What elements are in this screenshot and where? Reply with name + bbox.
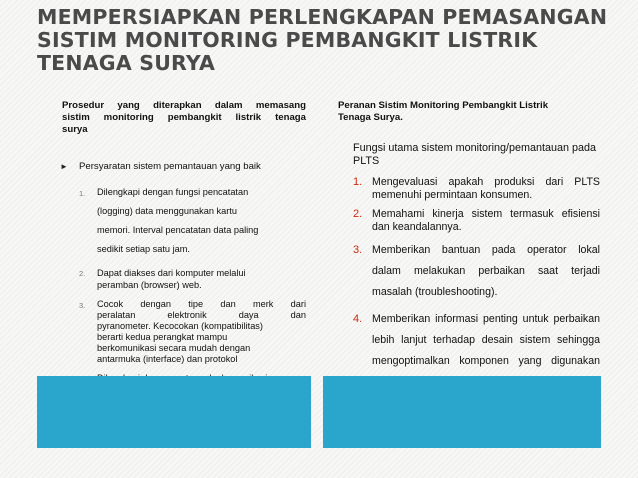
list-item-number: 4. bbox=[353, 313, 363, 325]
list-item-line: berarti kedua perangkat mampu bbox=[97, 332, 228, 342]
bullet-arrow-icon: ► bbox=[60, 162, 68, 171]
slide-title-line-1: MEMPERSIAPKAN PERLENGKAPAN PEMASANGAN bbox=[37, 5, 608, 29]
left-heading bbox=[62, 100, 306, 136]
requirements-list bbox=[62, 183, 306, 395]
left-heading-line-3: surya bbox=[62, 124, 88, 135]
list-item-line: Mengevaluasi apakah produksi dari PLTS bbox=[372, 176, 600, 188]
right-heading-line-1: Peranan Sistim Monitoring Pembangkit Listrik bbox=[338, 100, 549, 111]
list-item-line: (logging) data menggunakan kartu bbox=[97, 206, 237, 216]
list-item bbox=[353, 240, 600, 303]
left-heading-line-1: Prosedur yang diterapkan dalam memasang bbox=[62, 100, 306, 111]
list-item bbox=[79, 267, 306, 291]
list-item-number: 1. bbox=[79, 189, 86, 198]
list-item-line: dalam melakukan perbaikan saat terjadi bbox=[372, 265, 600, 277]
list-item-line: dan keandalannya. bbox=[372, 221, 462, 233]
left-color-panel bbox=[37, 376, 311, 448]
requirements-bullet bbox=[62, 161, 306, 173]
list-item-line: Memahami kinerja sistem termasuk efisiensi bbox=[372, 208, 600, 220]
requirements-bullet-text: Persyaratan sistem pemantauan yang baik bbox=[79, 161, 261, 172]
list-item-number: 2. bbox=[353, 208, 363, 220]
list-item-line: memori. Interval pencatatan data paling bbox=[97, 225, 259, 235]
list-item-number: 1. bbox=[353, 176, 363, 188]
list-item-line: sedikit setiap satu jam. bbox=[97, 244, 190, 254]
list-item-line: memenuhi permintaan konsumen. bbox=[372, 189, 533, 201]
list-item-number: 3. bbox=[353, 244, 363, 256]
list-item bbox=[79, 299, 306, 365]
slide-title bbox=[37, 6, 627, 75]
list-item-line: mengoptimalkan komponen yang digunakan bbox=[372, 355, 600, 367]
right-color-panel bbox=[323, 376, 601, 448]
right-column bbox=[338, 100, 600, 399]
left-column bbox=[62, 100, 306, 403]
list-item-line: peramban (browser) web. bbox=[97, 280, 202, 290]
list-item-line: Memberikan informasi penting untuk perbaikan bbox=[372, 313, 600, 325]
right-intro-line-1: Fungsi utama sistem monitoring/pemantauan pada bbox=[353, 142, 597, 154]
slide-title-line-2: SISTIM MONITORING PEMBANGKIT LISTRIK bbox=[37, 28, 538, 52]
list-item-line: Cocok dengan tipe dan merk dari bbox=[97, 299, 306, 309]
slide-title-line-3: TENAGA SURYA bbox=[37, 51, 216, 75]
list-item-line: masalah (troubleshooting). bbox=[372, 286, 498, 298]
list-item bbox=[353, 208, 600, 234]
list-item-line: lebih lanjut terhadap desain sistem sehingga bbox=[372, 334, 600, 346]
list-item-line: Memberikan bantuan pada operator lokal bbox=[372, 244, 600, 256]
list-item-line: antarmuka (interface) dan protokol bbox=[97, 354, 238, 364]
list-item bbox=[353, 176, 600, 202]
left-heading-line-2: sistim monitoring pembangkit listrik tenaga bbox=[62, 112, 306, 123]
right-intro bbox=[353, 142, 600, 168]
list-item-line: Dapat diakses dari komputer melalui bbox=[97, 268, 246, 278]
list-item-line: peralatan elektronik daya dan bbox=[97, 310, 306, 320]
functions-list bbox=[338, 176, 600, 393]
list-item-line: pyranometer. Kecocokan (kompatibilitas) bbox=[97, 321, 263, 331]
right-heading-line-2: Tenaga Surya. bbox=[338, 112, 403, 123]
list-item-line: Dilengkapi dengan fungsi pencatatan bbox=[97, 187, 249, 197]
list-item-number: 2. bbox=[79, 269, 86, 278]
list-item-number: 3. bbox=[79, 301, 86, 310]
right-heading bbox=[338, 100, 600, 124]
list-item-line: berkomunikasi secara mudah dengan bbox=[97, 343, 251, 353]
right-intro-line-2: PLTS bbox=[353, 155, 380, 167]
list-item bbox=[79, 183, 306, 259]
